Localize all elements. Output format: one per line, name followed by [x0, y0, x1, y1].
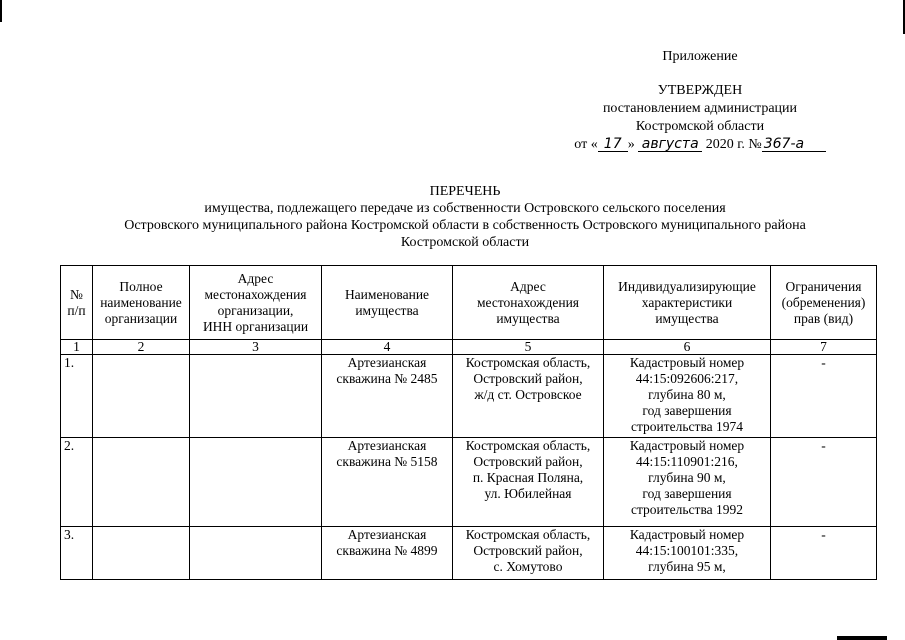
- header-text-line: организации,: [217, 302, 294, 318]
- header-text-line: местонахождения: [476, 294, 580, 310]
- cell-text-line: строительства 1992: [630, 502, 744, 517]
- header-text-line: имущества: [355, 302, 419, 318]
- header-text-line: п/п: [67, 302, 86, 318]
- column-number-row: [61, 340, 877, 355]
- cell-text-line: 44:15:092606:217,: [635, 371, 739, 386]
- heading-line-2: Островского муниципального района Костромской области в собственность Островского муниципального района: [124, 218, 806, 233]
- cell-text-line: глубина 95 м,: [648, 559, 726, 574]
- header-text-line: Адрес: [237, 270, 274, 286]
- header-text-line: Полное: [119, 278, 163, 294]
- document-heading: [40, 183, 890, 251]
- cell-text-line: глубина 80 м,: [648, 387, 726, 402]
- date-year: 2020 г. №: [705, 137, 762, 152]
- handwritten-month: августа: [638, 137, 702, 152]
- cell-text-line: Костромская область,: [465, 355, 591, 370]
- approval-block: [560, 48, 840, 154]
- column-header-3: [190, 266, 322, 340]
- scan-edge-mark: [0, 0, 2, 22]
- cell-text-line: Артезианская: [347, 527, 427, 542]
- table-row: [61, 355, 877, 438]
- restrictions-cell: -: [771, 527, 877, 580]
- property-address-cell: [453, 527, 604, 580]
- org-address-cell: [190, 355, 322, 438]
- column-number-cell: 7: [771, 340, 877, 355]
- column-header-2: [93, 266, 190, 340]
- cell-text-line: год завершения: [642, 486, 732, 501]
- column-number-cell: 6: [604, 340, 771, 355]
- approval-date-line: [560, 136, 840, 154]
- header-text-line: Индивидуализирующие: [618, 278, 756, 294]
- heading-line-3: Костромской области: [400, 235, 530, 250]
- cell-text-line: Кадастровый номер: [629, 438, 745, 453]
- cell-text-line: скважина № 5158: [336, 454, 438, 469]
- org-address-cell: [190, 438, 322, 527]
- cell-text-line: Островский район,: [473, 371, 583, 386]
- restrictions-cell: -: [771, 355, 877, 438]
- cell-text-line: год завершения: [642, 403, 732, 418]
- property-name-cell: [322, 527, 453, 580]
- header-text-line: наименование: [100, 294, 182, 310]
- cell-text-line: с. Хомутово: [493, 559, 563, 574]
- cell-text-line: п. Красная Поляна,: [472, 470, 584, 485]
- cell-text-line: Кадастровый номер: [629, 355, 745, 370]
- column-header-7: [771, 266, 877, 340]
- header-text-line: Наименование: [344, 286, 430, 302]
- cell-text-line: строительства 1974: [630, 419, 744, 434]
- characteristics-cell: [604, 355, 771, 438]
- document-title: ПЕРЕЧЕНЬ: [429, 184, 501, 199]
- header-text-line: характеристики: [641, 294, 733, 310]
- restrictions-cell: -: [771, 438, 877, 527]
- column-number-cell: 3: [190, 340, 322, 355]
- characteristics-cell: [604, 527, 771, 580]
- column-number-cell: 2: [93, 340, 190, 355]
- characteristics-cell: [604, 438, 771, 527]
- column-header-4: [322, 266, 453, 340]
- table-header-row: [61, 266, 877, 340]
- cell-text-line: Костромская область,: [465, 527, 591, 542]
- header-text-line: ИНН организации: [202, 318, 309, 334]
- column-number-cell: 1: [61, 340, 93, 355]
- table-row: [61, 438, 877, 527]
- cell-text-line: Артезианская: [347, 355, 427, 370]
- column-header-5: [453, 266, 604, 340]
- cell-text-line: скважина № 4899: [336, 543, 438, 558]
- row-number-cell: 2.: [61, 438, 93, 527]
- date-quote-close: »: [627, 137, 635, 152]
- org-name-cell: [93, 438, 190, 527]
- handwritten-number: 367-а: [762, 137, 826, 152]
- cell-text-line: Кадастровый номер: [629, 527, 745, 542]
- property-table: [60, 265, 877, 580]
- header-text-line: организации: [104, 310, 178, 326]
- heading-line-1: имущества, подлежащего передаче из собственности Островского сельского поселения: [204, 201, 726, 216]
- approved-label: УТВЕРЖДЕН: [657, 83, 743, 98]
- property-name-cell: [322, 438, 453, 527]
- cell-text-line: скважина № 2485: [336, 371, 438, 386]
- column-header-6: [604, 266, 771, 340]
- header-text-line: Ограничения: [785, 278, 862, 294]
- header-text-line: (обременения): [781, 294, 866, 310]
- cell-text-line: глубина 90 м,: [648, 470, 726, 485]
- header-text-line: Адрес: [510, 278, 546, 294]
- appendix-label: Приложение: [662, 49, 738, 64]
- row-number-cell: 3.: [61, 527, 93, 580]
- property-name-cell: [322, 355, 453, 438]
- row-number-cell: 1.: [61, 355, 93, 438]
- cell-text-line: ж/д ст. Островское: [474, 387, 582, 402]
- cell-text-line: Островский район,: [473, 543, 583, 558]
- cell-text-line: ул. Юбилейная: [484, 486, 572, 501]
- cell-text-line: Костромская область,: [465, 438, 591, 453]
- header-text-line: местонахождения: [204, 286, 307, 302]
- handwritten-day: 17: [598, 137, 628, 152]
- column-number-cell: 5: [453, 340, 604, 355]
- org-name-cell: [93, 527, 190, 580]
- org-name-cell: [93, 355, 190, 438]
- table-row: [61, 527, 877, 580]
- approval-line-1: постановлением администрации: [602, 101, 798, 116]
- column-number-cell: 4: [322, 340, 453, 355]
- cell-text-line: Артезианская: [347, 438, 427, 453]
- cell-text-line: 44:15:100101:335,: [635, 543, 739, 558]
- column-header-1: [61, 266, 93, 340]
- approval-line-2: Костромской области: [635, 119, 765, 134]
- header-text-line: имущества: [496, 310, 560, 326]
- cell-text-line: 44:15:110901:216,: [636, 454, 738, 469]
- property-address-cell: [453, 438, 604, 527]
- header-text-line: имущества: [655, 310, 719, 326]
- property-address-cell: [453, 355, 604, 438]
- header-text-line: прав (вид): [793, 310, 854, 326]
- header-text-line: №: [70, 286, 83, 302]
- cell-text-line: Островский район,: [473, 454, 583, 469]
- date-prefix: от «: [574, 137, 598, 152]
- scan-edge-mark: [837, 636, 887, 640]
- org-address-cell: [190, 527, 322, 580]
